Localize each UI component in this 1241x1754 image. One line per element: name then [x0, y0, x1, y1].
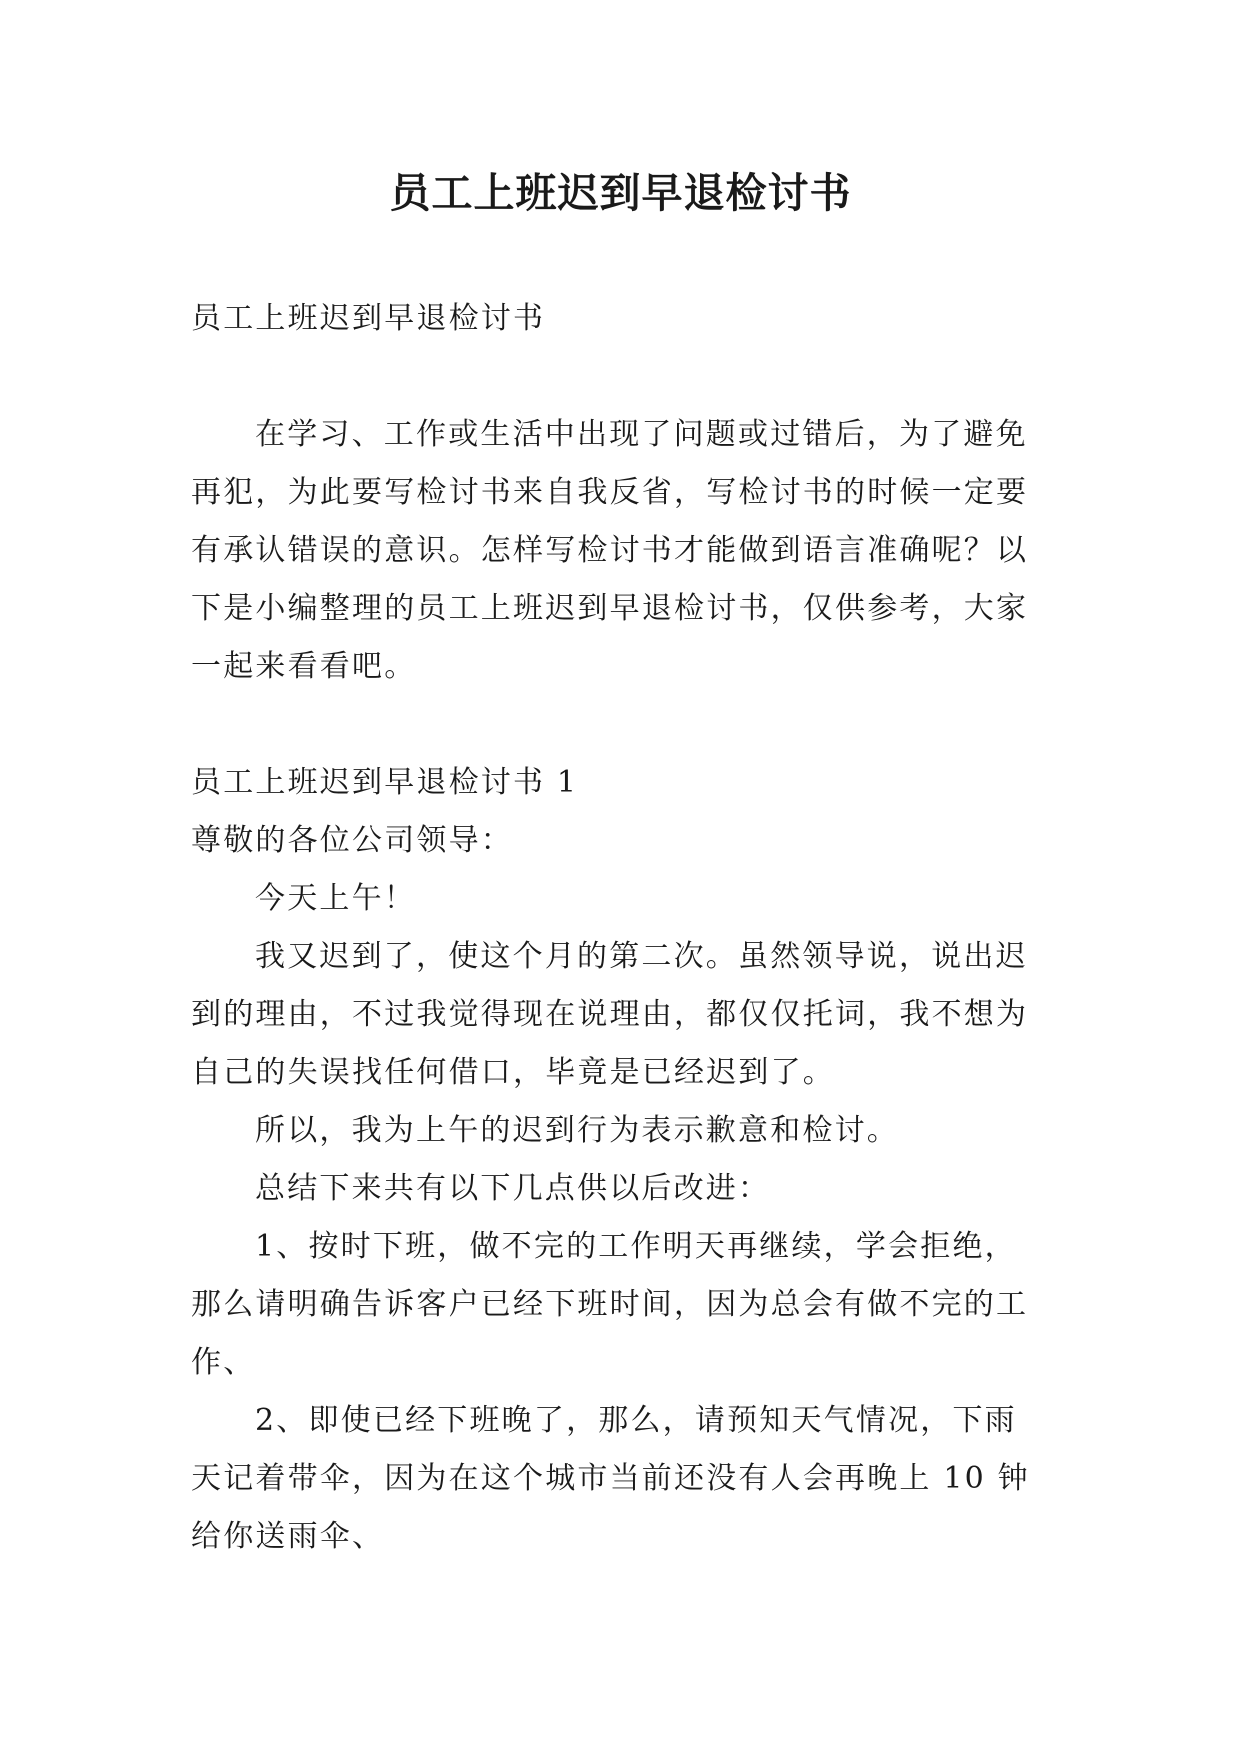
paragraph-line: 总结下来共有以下几点供以后改进： — [255, 1171, 771, 1206]
spacer — [191, 696, 1055, 754]
section-heading: 员工上班迟到早退检讨书 1 — [191, 765, 579, 800]
subtitle: 员工上班迟到早退检讨书 — [191, 301, 546, 336]
paragraph-line: 我又迟到了，使这个月的第二次。虽然领导说，说出迟 — [255, 939, 1028, 974]
spacer — [191, 348, 1055, 406]
salutation: 尊敬的各位公司领导： — [191, 823, 513, 858]
list-item-line: 2、即使已经下班晚了，那么，请预知天气情况，下雨 — [255, 1403, 1017, 1438]
intro-line: 在学习、工作或生活中出现了问题或过错后，为了避免 — [255, 417, 1028, 452]
paragraph-line: 自己的失误找任何借口，毕竟是已经迟到了。 — [191, 1055, 835, 1090]
intro-line: 再犯，为此要写检讨书来自我反省，写检讨书的时候一定要 — [191, 475, 1029, 510]
intro-line: 下是小编整理的员工上班迟到早退检讨书，仅供参考，大家 — [191, 591, 1029, 626]
document-title: 员工上班迟到早退检讨书 — [389, 169, 852, 217]
list-item-line: 天记着带伞，因为在这个城市当前还没有人会再晚上 10 钟 — [191, 1461, 1030, 1496]
list-item-line: 给你送雨伞、 — [191, 1519, 385, 1554]
paragraph-line: 今天上午！ — [255, 881, 416, 916]
intro-line: 一起来看看吧。 — [191, 649, 417, 684]
list-item-line: 作、 — [191, 1345, 256, 1380]
document-body — [191, 290, 1055, 1566]
paragraph-line: 到的理由，不过我觉得现在说理由，都仅仅托词，我不想为 — [191, 997, 1029, 1032]
list-item-line: 那么请明确告诉客户已经下班时间，因为总会有做不完的工 — [191, 1287, 1029, 1322]
list-item-line: 1、按时下班，做不完的工作明天再继续，学会拒绝， — [255, 1229, 1017, 1264]
paragraph-line: 所以，我为上午的迟到行为表示歉意和检讨。 — [255, 1113, 899, 1148]
intro-line: 有承认错误的意识。怎样写检讨书才能做到语言准确呢？以 — [191, 533, 1029, 568]
